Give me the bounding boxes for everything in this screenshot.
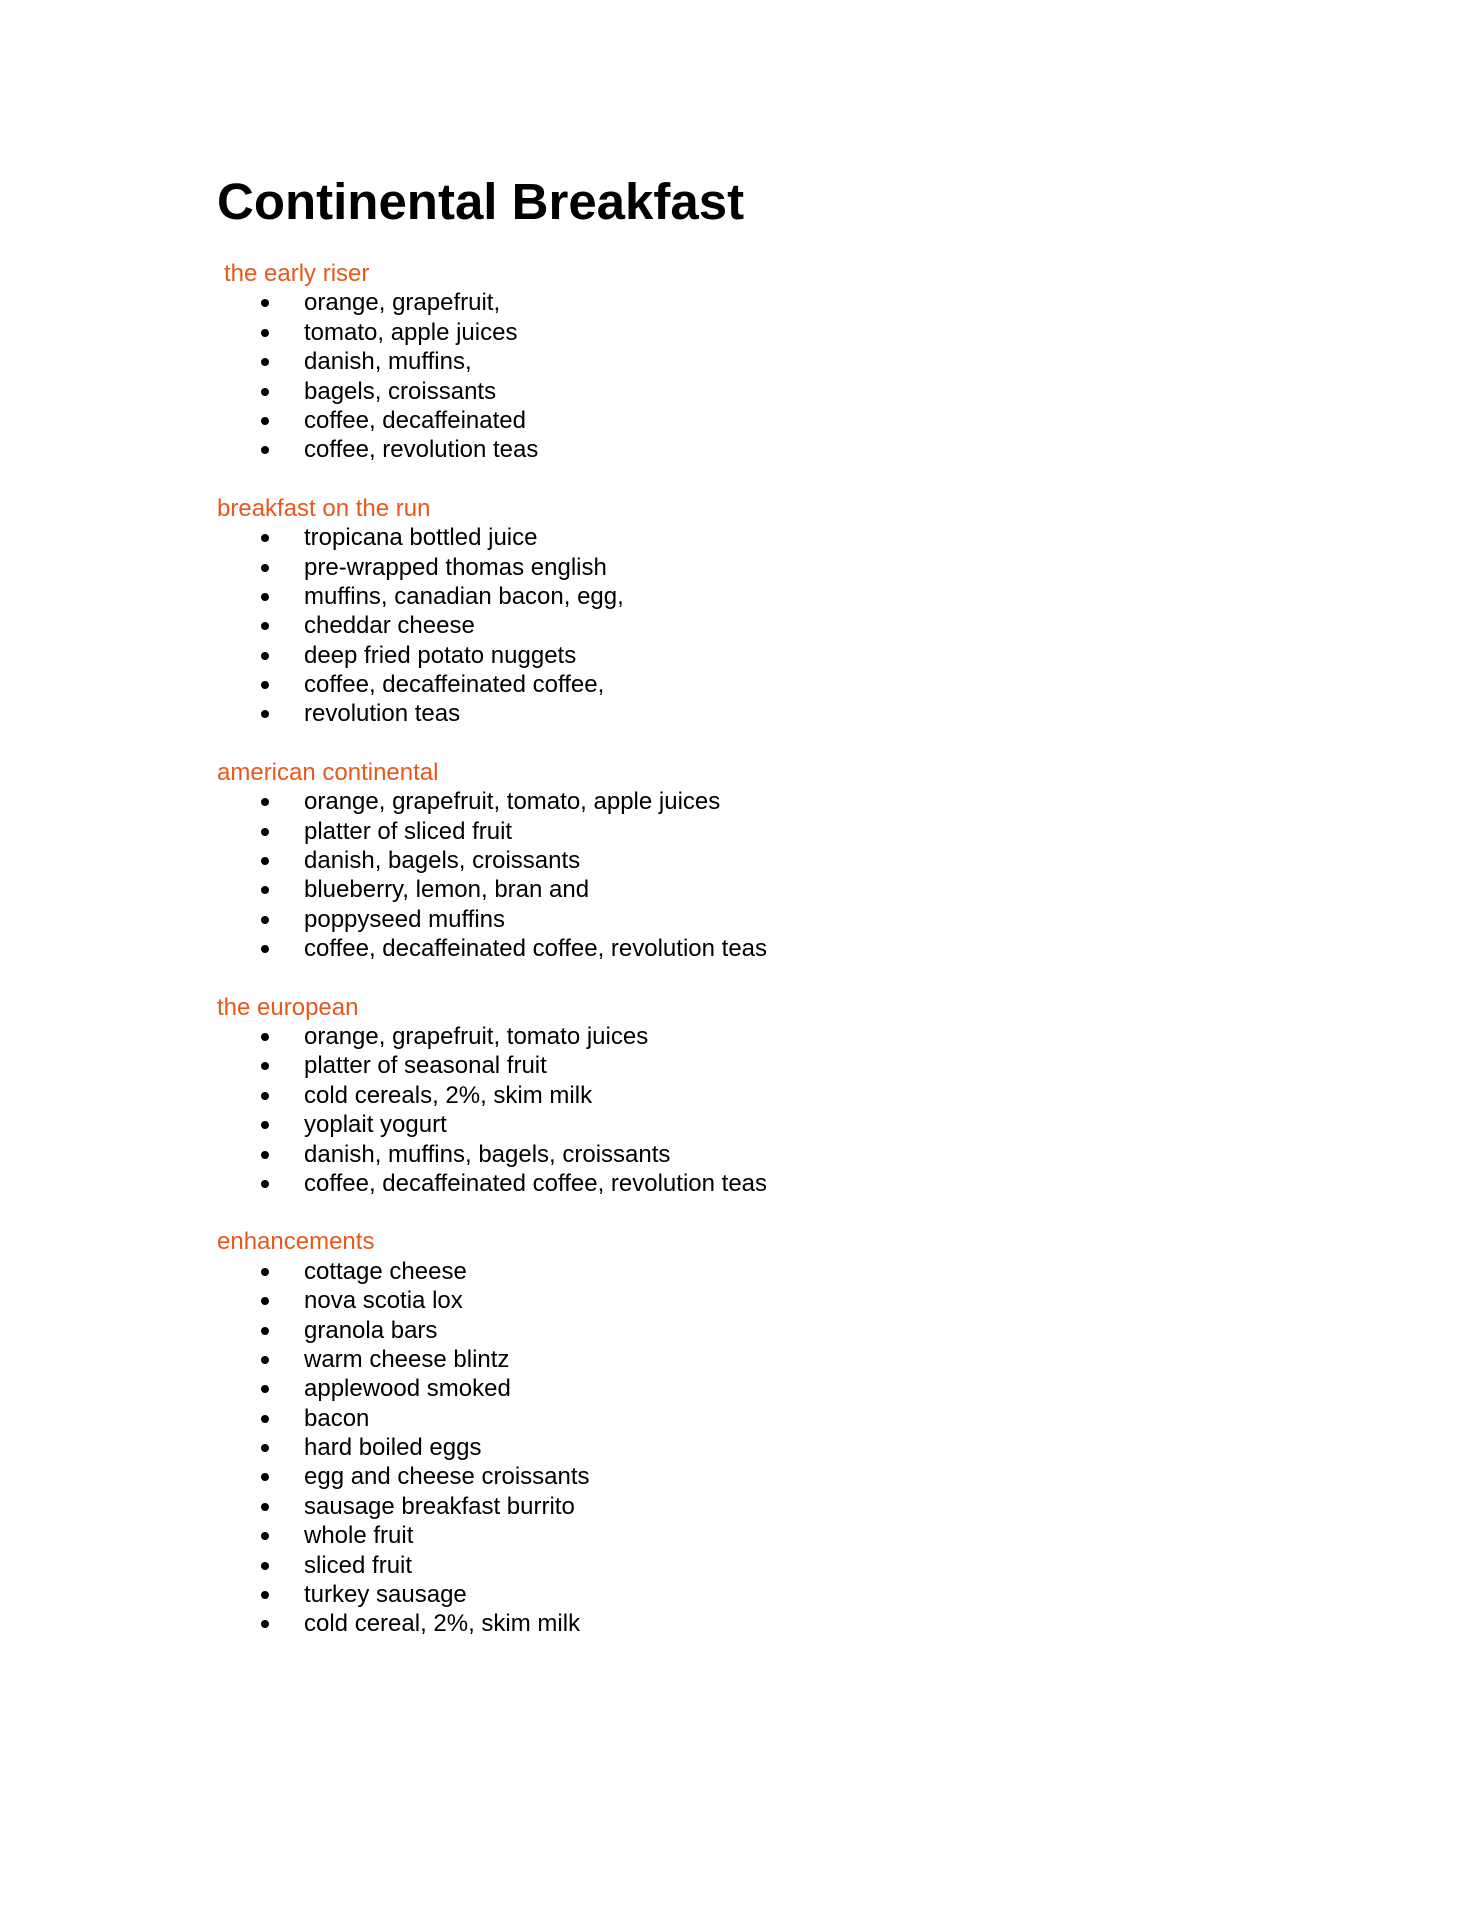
list-item [217,611,1317,640]
list-item-text: cold cereals, 2%, skim milk [304,1081,593,1109]
bullet-icon [261,1297,269,1305]
list-item-text: danish, muffins, bagels, croissants [304,1140,671,1168]
list-item-text: coffee, decaffeinated coffee, revolution teas [304,935,768,963]
bullet-icon [261,388,269,396]
section-heading: breakfast on the run [217,494,431,522]
list-item-text: pre-wrapped thomas english [304,553,607,581]
section-heading: the early riser [224,260,370,287]
bullet-icon [261,564,269,572]
item-list [217,1257,1317,1639]
list-item [217,699,1317,728]
list-item-text: turkey sausage [304,1581,467,1609]
item-list [217,787,1317,963]
list-item-text: coffee, revolution teas [304,436,539,464]
list-item [217,934,1317,963]
bullet-icon [261,1180,269,1188]
bullet-icon [261,1415,269,1423]
list-item-text: orange, grapefruit, tomato juices [304,1022,649,1050]
bullet-icon [261,417,269,425]
bullet-icon [261,1327,269,1335]
section-breakfast-on-the-run [217,494,1317,729]
sections-container [217,259,1317,1639]
bullet-icon [261,916,269,924]
bullet-icon [261,681,269,689]
list-item [217,553,1317,582]
section-european [217,993,1317,1199]
list-item-text: coffee, decaffeinated coffee, [304,671,605,699]
list-item [217,1404,1317,1433]
bullet-icon [261,593,269,601]
list-item-text: coffee, decaffeinated coffee, revolution teas [304,1169,768,1197]
list-item [217,318,1317,347]
list-item-text: bacon [304,1404,370,1432]
list-item-text: coffee, decaffeinated [304,406,526,434]
list-item [217,1462,1317,1491]
list-item-text: cheddar cheese [304,612,475,640]
list-item-text: sliced fruit [304,1551,413,1579]
section-early-riser [217,259,1317,465]
bullet-icon [261,622,269,630]
list-item [217,1110,1317,1139]
list-item-text: cottage cheese [304,1257,467,1285]
bullet-icon [261,1385,269,1393]
section-heading: american continental [217,758,439,786]
section-american-continental [217,758,1317,964]
bullet-icon [261,798,269,806]
bullet-icon [261,299,269,307]
bullet-icon [261,1473,269,1481]
list-item-text: applewood smoked [304,1375,511,1403]
list-item-text: whole fruit [304,1522,414,1550]
bullet-icon [261,1444,269,1452]
list-item [217,1492,1317,1521]
list-item [217,1051,1317,1080]
bullet-icon [261,652,269,660]
list-item [217,1286,1317,1315]
page-title: Continental Breakfast [217,173,745,230]
bullet-icon [261,710,269,718]
list-item [217,1081,1317,1110]
list-item-text: danish, bagels, croissants [304,847,581,875]
list-item [217,787,1317,816]
list-item [217,1551,1317,1580]
list-item-text: tropicana bottled juice [304,524,538,552]
item-list [217,1022,1317,1198]
list-item [217,817,1317,846]
section-enhancements [217,1227,1317,1638]
bullet-icon [261,329,269,337]
list-item [217,347,1317,376]
bullet-icon [261,886,269,894]
bullet-icon [261,446,269,454]
bullet-icon [261,1356,269,1364]
list-item-text: tomato, apple juices [304,318,518,346]
list-item-text: poppyseed muffins [304,905,506,933]
list-item [217,523,1317,552]
list-item-text: blueberry, lemon, bran and [304,876,590,904]
bullet-icon [261,1591,269,1599]
list-item-text: warm cheese blintz [304,1345,510,1373]
list-item [217,406,1317,435]
list-item-text: danish, muffins, [304,348,472,376]
bullet-icon [261,358,269,366]
list-item [217,1169,1317,1198]
bullet-icon [261,857,269,865]
list-item-text: egg and cheese croissants [304,1463,590,1491]
list-item [217,1140,1317,1169]
list-item [217,846,1317,875]
list-item [217,1022,1317,1051]
list-item-text: sausage breakfast burrito [304,1492,575,1520]
list-item [217,1316,1317,1345]
bullet-icon [261,1268,269,1276]
list-item [217,1345,1317,1374]
bullet-icon [261,1503,269,1511]
list-item-text: platter of seasonal fruit [304,1052,547,1080]
item-list [217,523,1317,729]
list-item [217,1521,1317,1550]
section-heading: the european [217,993,359,1021]
list-item-text: deep fried potato nuggets [304,641,577,669]
list-item [217,641,1317,670]
bullet-icon [261,1092,269,1100]
list-item [217,670,1317,699]
bullet-icon [261,1033,269,1041]
list-item [217,1433,1317,1462]
list-item-text: nova scotia lox [304,1287,463,1315]
list-item-text: hard boiled eggs [304,1434,482,1462]
list-item [217,1374,1317,1403]
bullet-icon [261,945,269,953]
bullet-icon [261,1062,269,1070]
list-item-text: cold cereal, 2%, skim milk [304,1610,581,1638]
list-item-text: bagels, croissants [304,377,497,405]
list-item [217,435,1317,464]
list-item-text: orange, grapefruit, tomato, apple juices [304,788,721,816]
bullet-icon [261,828,269,836]
list-item-text: muffins, canadian bacon, egg, [304,582,624,610]
menu-page [217,172,1317,1639]
list-item-text: orange, grapefruit, [304,289,501,317]
list-item-text: platter of sliced fruit [304,817,513,845]
list-item-text: yoplait yogurt [304,1111,447,1139]
list-item [217,875,1317,904]
bullet-icon [261,1620,269,1628]
list-item [217,905,1317,934]
bullet-icon [261,1151,269,1159]
section-heading: enhancements [217,1228,375,1256]
list-item [217,1580,1317,1609]
list-item-text: revolution teas [304,700,461,728]
item-list [217,288,1317,464]
list-item [217,1609,1317,1638]
list-item [217,582,1317,611]
list-item [217,377,1317,406]
list-item [217,288,1317,317]
bullet-icon [261,1121,269,1129]
bullet-icon [261,1562,269,1570]
list-item [217,1257,1317,1286]
bullet-icon [261,534,269,542]
list-item-text: granola bars [304,1316,438,1344]
bullet-icon [261,1532,269,1540]
